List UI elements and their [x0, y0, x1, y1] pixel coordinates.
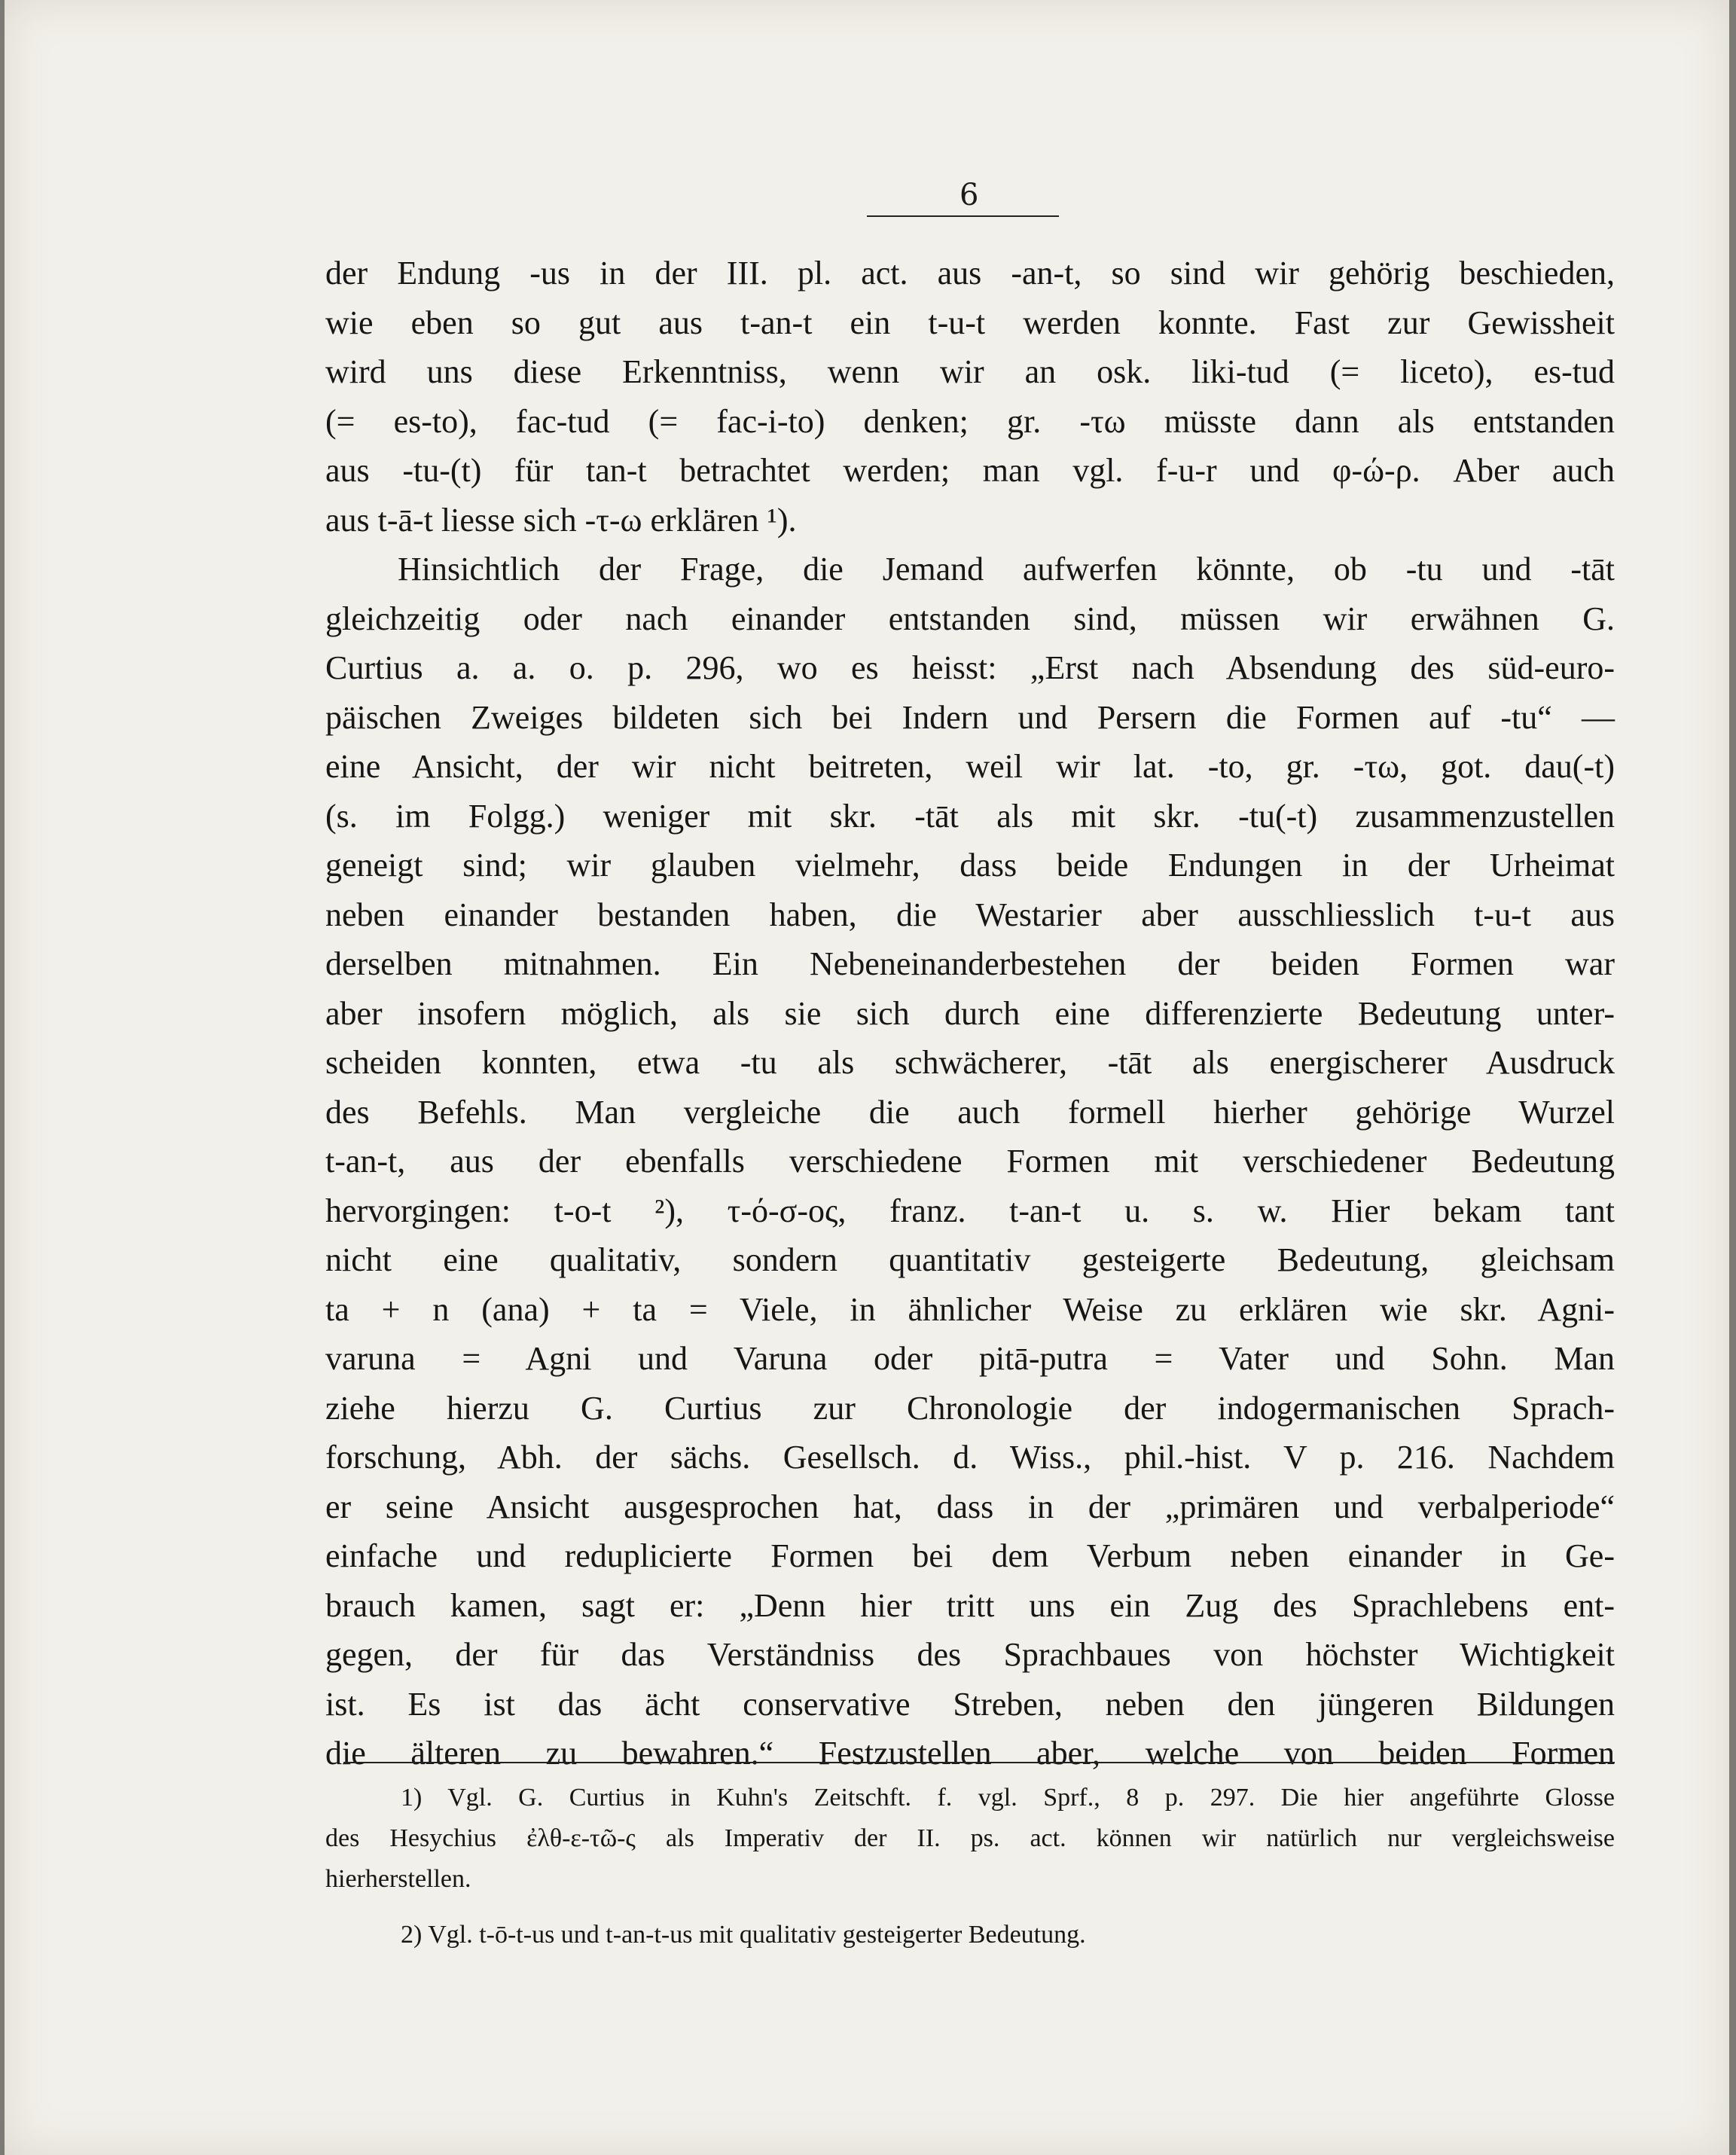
body-line: brauch kamen, sagt er: „Denn hier tritt uns ein Zug des Sprachlebens ent- — [325, 1586, 1615, 1624]
footnote-gap — [325, 1900, 1615, 1915]
page-number: 6 — [960, 178, 979, 212]
body-line: Curtius a. a. o. p. 296, wo es heisst: „Erst nach Absendung des süd-euro- — [325, 649, 1615, 686]
body-line: aus t-ā-t liesse sich -τ-ω erklären ¹). — [325, 501, 797, 539]
body-line: er seine Ansicht ausgesprochen hat, dass in der „primären und verbalperiode“ — [325, 1488, 1615, 1525]
body-line: aber insofern möglich, als sie sich durch eine differenzierte Bedeutung unter- — [325, 994, 1615, 1032]
body-line: t-an-t, aus der ebenfalls verschiedene Formen mit verschiedener Bedeutung — [325, 1143, 1615, 1180]
body-line: ist. Es ist das ächt conservative Streben, neben den jüngeren Bildungen — [325, 1685, 1615, 1723]
footnote-rule — [343, 1762, 1615, 1763]
body-line: hervorgingen: t-o-t ²), τ-ό-σ-ος, franz. t-an-t u. s. w. Hier bekam tant — [325, 1192, 1615, 1229]
body-line: des Befehls. Man vergleiche die auch formell hierher gehörige Wurzel — [325, 1093, 1615, 1131]
body-line: derselben mitnahmen. Ein Nebeneinanderbestehen der beiden Formen war — [325, 945, 1615, 982]
body-line: ziehe hierzu G. Curtius zur Chronologie der indogermanischen Sprach- — [325, 1389, 1615, 1427]
body-line: varuna = Agni und Varuna oder pitā-putra = Vater und Sohn. Man — [325, 1340, 1615, 1377]
body-line: die älteren zu bewahren.“ Festzustellen aber, welche von beiden Formen — [325, 1735, 1615, 1772]
footnote-2: 2) Vgl. t-ō-t-us und t-an-t-us mit qualitativ gesteigerter Bedeutung. — [401, 1921, 1086, 1949]
book-page — [5, 0, 1729, 2155]
footnote-1-line: hierherstellen. — [325, 1865, 471, 1893]
body-line: gegen, der für das Verständniss des Sprachbaues von höchster Wichtigkeit — [325, 1636, 1615, 1673]
footnote-1-line: 1) Vgl. G. Curtius in Kuhn's Zeitschft. f. vgl. Sprf., 8 p. 297. Die hier angeführte Glosse — [401, 1784, 1615, 1812]
footnote-1-line: des Hesychius ἐλθ-ε-τῶ-ς als Imperativ der II. ps. act. können wir natürlich nur vergleichsweise — [325, 1824, 1615, 1852]
body-text — [325, 249, 1615, 1778]
body-line: nicht eine qualitativ, sondern quantitativ gesteigerte Bedeutung, gleichsam — [325, 1241, 1615, 1278]
paragraph-start-line: Hinsichtlich der Frage, die Jemand aufwerfen könnte, ob -tu und -tāt — [398, 551, 1615, 588]
header-rule — [867, 215, 1059, 217]
body-line: eine Ansicht, der wir nicht beitreten, weil wir lat. -to, gr. -τω, got. dau(-t) — [325, 748, 1615, 785]
body-line: einfache und reduplicierte Formen bei dem Verbum neben einander in Ge- — [325, 1537, 1615, 1574]
body-line: der Endung -us in der III. pl. act. aus -an-t, so sind wir gehörig beschieden, — [325, 255, 1615, 292]
body-line: forschung, Abh. der sächs. Gesellsch. d. Wiss., phil.-hist. V p. 216. Nachdem — [325, 1439, 1615, 1476]
body-line: wie eben so gut aus t-an-t ein t-u-t werden konnte. Fast zur Gewissheit — [325, 304, 1615, 341]
body-line: aus -tu-(t) für tan-t betrachtet werden; man vgl. f-u-r und φ-ώ-ρ. Aber auch — [325, 452, 1615, 489]
body-line: päischen Zweiges bildeten sich bei Indern und Persern die Formen auf -tu“ — — [325, 698, 1615, 736]
footnotes — [325, 1778, 1615, 1955]
body-line: (s. im Folgg.) weniger mit skr. -tāt als mit skr. -tu(-t) zusammenzustellen — [325, 797, 1615, 835]
body-line: wird uns diese Erkenntniss, wenn wir an osk. liki-tud (= liceto), es-tud — [325, 353, 1615, 390]
body-line: scheiden konnten, etwa -tu als schwächerer, -tāt als energischerer Ausdruck — [325, 1044, 1615, 1081]
body-line: geneigt sind; wir glauben vielmehr, dass beide Endungen in der Urheimat — [325, 847, 1615, 884]
body-line: neben einander bestanden haben, die Westarier aber ausschliesslich t-u-t aus — [325, 896, 1615, 933]
body-line: gleichzeitig oder nach einander entstanden sind, müssen wir erwähnen G. — [325, 600, 1615, 637]
body-line: (= es-to), fac-tud (= fac-i-to) denken; gr. -τω müsste dann als entstanden — [325, 402, 1615, 440]
body-line: ta + n (ana) + ta = Viele, in ähnlicher Weise zu erklären wie skr. Agni- — [325, 1290, 1615, 1328]
